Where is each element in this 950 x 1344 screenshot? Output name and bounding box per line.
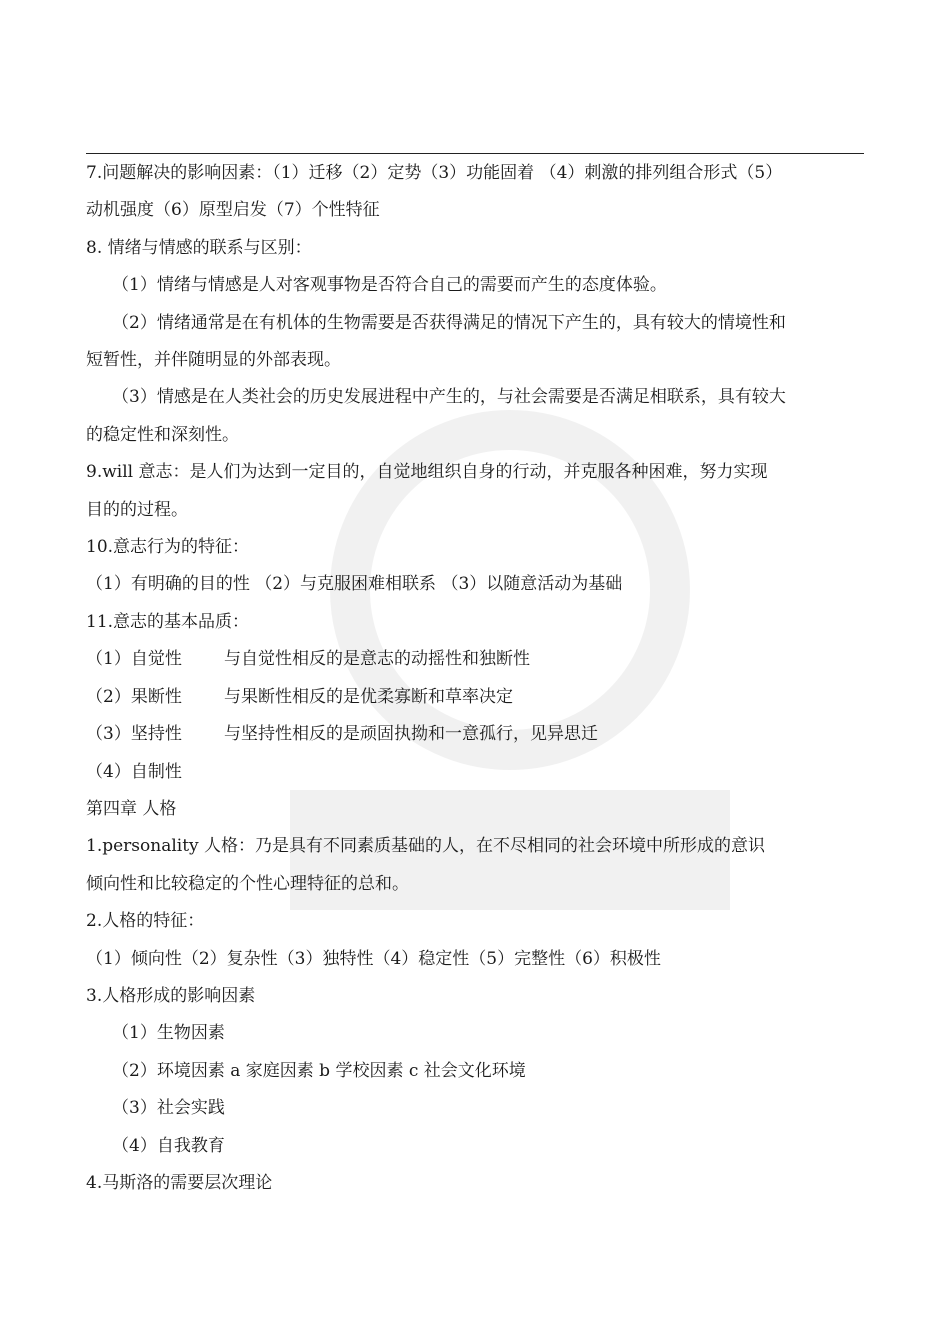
quality-label: （2）果断性 — [86, 686, 182, 707]
item-11-quality-3 — [86, 716, 864, 753]
item-11-quality-4: （4）自制性 — [86, 761, 182, 782]
item-9-line-1: 9.will 意志：是人们为达到一定目的，自觉地组织自身的行动，并克服各种困难，努力实现 — [86, 462, 768, 483]
personality-factor-3: （3）社会实践 — [112, 1098, 225, 1119]
item-11-quality-1 — [86, 641, 864, 678]
personality-item-2-list: （1）倾向性（2）复杂性（3）独特性（4）稳定性（5）完整性（6）积极性 — [86, 948, 661, 969]
item-8-heading: 8. 情绪与情感的联系与区别： — [86, 237, 312, 258]
item-11-heading: 11.意志的基本品质： — [86, 611, 250, 632]
item-7-line-1: 7.问题解决的影响因素：（1）迁移（2）定势（3）功能固着 （4）刺激的排列组合形式（5） — [86, 163, 783, 183]
personality-factor-2: （2）环境因素 a 家庭因素 b 学校因素 c 社会文化环境 — [112, 1060, 526, 1081]
quality-text: 与坚持性相反的是顽固执拗和一意孤行，见异思迁 — [224, 724, 598, 745]
header-rule — [86, 153, 864, 154]
item-10-heading: 10.意志行为的特征： — [86, 537, 250, 558]
item-8-point-2-line-2: 短暂性，并伴随明显的外部表现。 — [86, 350, 341, 371]
quality-text: 与自觉性相反的是意志的动摇性和独断性 — [224, 649, 530, 670]
personality-item-3-heading: 3.人格形成的影响因素 — [86, 985, 256, 1006]
quality-text: 与果断性相反的是优柔寡断和草率决定 — [224, 686, 513, 707]
item-8-point-3-line-1: （3）情感是在人类社会的历史发展进程中产生的，与社会需要是否满足相联系，具有较大 — [112, 387, 786, 408]
personality-item-1-line-1: 1.personality 人格：乃是具有不同素质基础的人，在不尽相同的社会环境中所形成的意识 — [86, 836, 766, 857]
personality-factor-1: （1）生物因素 — [112, 1023, 225, 1044]
item-7-line-2: 动机强度（6）原型启发（7）个性特征 — [86, 200, 380, 221]
document-body — [86, 155, 864, 1202]
item-10-list: （1）有明确的目的性 （2）与克服困难相联系 （3）以随意活动为基础 — [86, 574, 623, 595]
personality-item-4-heading: 4.马斯洛的需要层次理论 — [86, 1172, 273, 1193]
item-9-line-2: 目的的过程。 — [86, 499, 188, 520]
personality-item-1-line-2: 倾向性和比较稳定的个性心理特征的总和。 — [86, 873, 409, 894]
item-8-point-2-line-1: （2）情绪通常是在有机体的生物需要是否获得满足的情况下产生的，具有较大的情境性和 — [112, 312, 786, 333]
personality-factor-4: （4）自我教育 — [112, 1135, 225, 1156]
chapter-4-title: 第四章 人格 — [86, 798, 177, 819]
item-8-point-3-line-2: 的稳定性和深刻性。 — [86, 424, 239, 445]
item-11-quality-2 — [86, 679, 864, 716]
quality-label: （1）自觉性 — [86, 649, 182, 670]
personality-item-2-heading: 2.人格的特征： — [86, 911, 205, 932]
item-8-point-1: （1）情绪与情感是人对客观事物是否符合自己的需要而产生的态度体验。 — [112, 275, 667, 296]
quality-label: （3）坚持性 — [86, 724, 182, 745]
